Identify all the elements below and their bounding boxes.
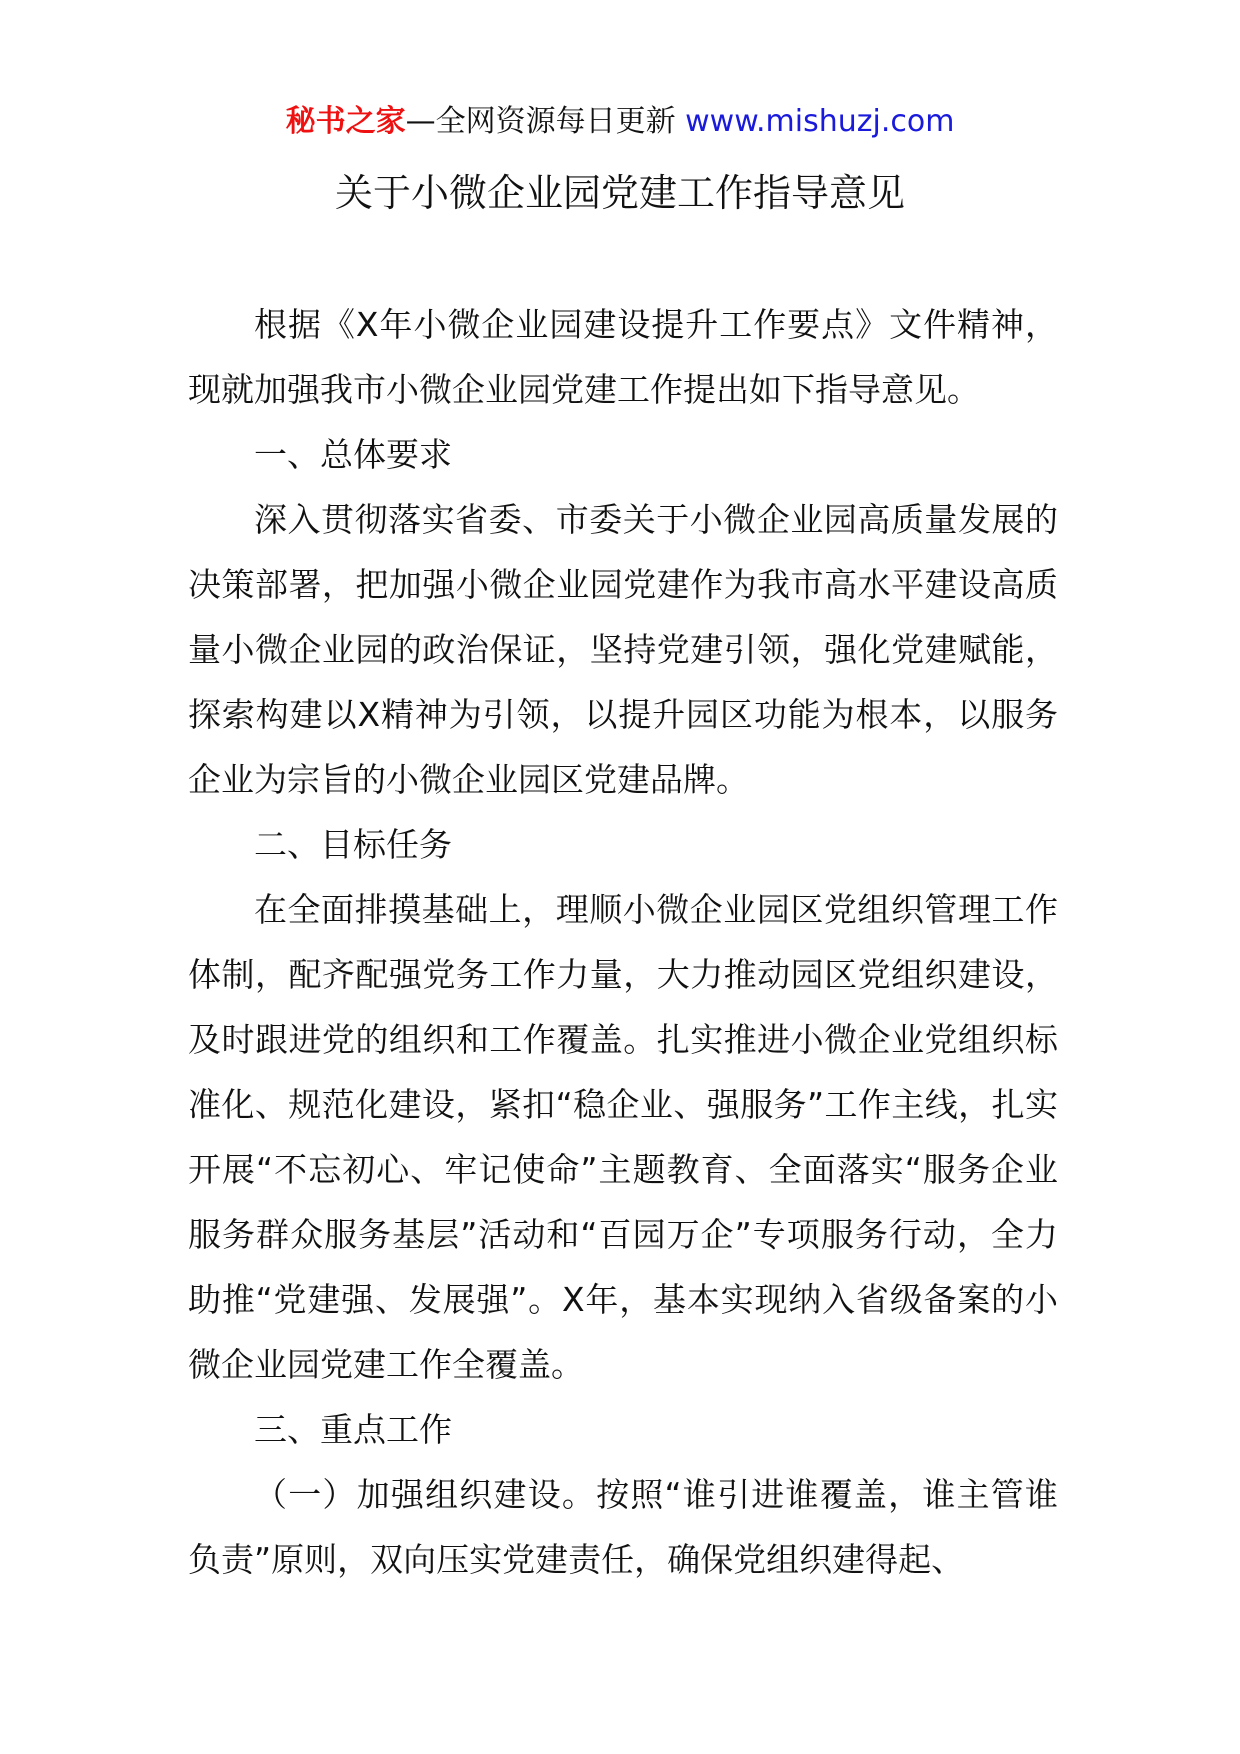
site-url-link[interactable]: www.mishuzj.com: [685, 104, 955, 139]
section-paragraph-key-work: （一）加强组织建设。按照“谁引进谁覆盖，谁主管谁负责”原则，双向压实党建责任，确保党组织建得起、: [188, 1475, 1058, 1579]
section-heading-key-work: 三、重点工作: [254, 1410, 452, 1449]
header-tagline: —全网资源每日更新: [405, 104, 676, 139]
document-body: [188, 292, 1058, 1592]
section-paragraph-general-requirements: 深入贯彻落实省委、市委关于小微企业园高质量发展的决策部署，把加强小微企业园党建作为我市高水平建设高质量小微企业园的政治保证，坚持党建引领，强化党建赋能，探索构建以X精神为引领，以提升园区功能为根本，以服务企业为宗旨的小微企业园区党建品牌。: [188, 500, 1058, 799]
section-paragraph-goals-tasks: 在全面排摸基础上，理顺小微企业园区党组织管理工作体制，配齐配强党务工作力量，大力推动园区党组织建设，及时跟进党的组织和工作覆盖。扎实推进小微企业党组织标准化、规范化建设，紧扣“稳企业、强服务”工作主线，扎实开展“不忘初心、牢记使命”主题教育、全面落实“服务企业服务群众服务基层”活动和“百园万企”专项服务行动，全力助推“党建强、发展强”。X年，基本实现纳入省级备案的小微企业园党建工作全覆盖。: [188, 890, 1058, 1384]
section-heading-general-requirements: 一、总体要求: [254, 435, 452, 474]
brand-name: 秘书之家: [285, 104, 406, 139]
section-heading-goals-tasks: 二、目标任务: [254, 825, 452, 864]
site-header: [0, 100, 1240, 144]
intro-paragraph: 根据《X年小微企业园建设提升工作要点》文件精神，现就加强我市小微企业园党建工作提出如下指导意见。: [188, 305, 1058, 409]
document-title: 关于小微企业园党建工作指导意见: [334, 171, 905, 215]
